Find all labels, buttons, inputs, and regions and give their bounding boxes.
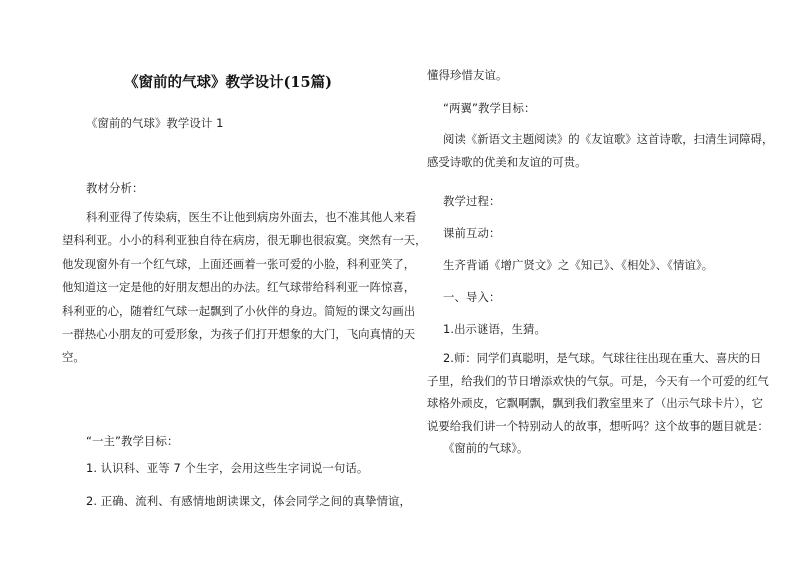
analysis-line: 一群热心小朋友的可爱形象，为孩子们打开想象的大门，飞向真情的天 — [62, 327, 416, 342]
step-2-line: 子里，给我们的节日增添欢快的气氛。可是，今天有一个可爱的红气 — [427, 373, 769, 388]
section-subtitle: 《窗前的气球》教学设计 1 — [86, 116, 224, 130]
recite-line: 生齐背诵《增广贤文》之《知己》、《相处》、《情谊》。 — [443, 258, 714, 272]
step-2-line: 《窗前的气球》。 — [443, 441, 529, 456]
section-intro-heading: 一、导入： — [443, 290, 501, 304]
analysis-line: 望科利亚。小小的科利亚独自待在病房，很无聊也很寂寞。突然有一天， — [62, 233, 427, 248]
reading-line: 感受诗歌的优美和友谊的可贵。 — [427, 155, 587, 170]
continuation-line: 懂得珍惜友谊。 — [427, 68, 508, 82]
analysis-line: 他发现窗外有一个红气球，上面还画着一张可爱的小脸，科利亚笑了， — [62, 256, 416, 271]
step-2-paragraph — [427, 347, 769, 460]
document-title: 《窗前的气球》教学设计(15篇) — [124, 74, 332, 91]
step-2-line: 2.师：同学们真聪明，是气球。气球往往出现在重大、喜庆的日 — [443, 351, 762, 365]
analysis-line: 科利亚得了传染病，医生不让他到病房外面去，也不准其他人来看 — [86, 210, 417, 224]
pre-class-heading: 课前互动： — [443, 226, 501, 240]
step-2-line: 球格外顽皮，它飘啊飘，飘到我们教室里来了（出示气球卡片），它 — [427, 396, 764, 411]
goal-item-1: 1. 认识科、亚等 7 个生字，会用这些生字词说一句话。 — [86, 461, 369, 475]
wings-heading: “两翼”教学目标： — [443, 101, 536, 115]
step-2-line: 说要给我们讲一个特别动人的故事，想听吗？这个故事的题目就是： — [427, 418, 769, 433]
analysis-paragraph — [62, 206, 427, 370]
analysis-line: 他知道这一定是他的好朋友想出的办法。红气球带给科利亚一阵惊喜， — [62, 280, 416, 295]
step-1: 1.出示谜语，生猜。 — [443, 322, 546, 336]
goal-heading: “一主”教学目标： — [86, 434, 179, 448]
process-heading: 教学过程： — [443, 194, 501, 208]
goal-item-2: 2. 正确、流利、有感情地朗读课文，体会同学之间的真挚情谊， — [86, 494, 412, 508]
analysis-heading: 教材分析： — [86, 181, 144, 195]
analysis-line: 空。 — [62, 350, 85, 365]
analysis-line: 科利亚的心，随着红气球一起飘到了小伙伴的身边。简短的课文勾画出 — [62, 303, 416, 318]
reading-paragraph — [427, 128, 774, 175]
reading-line: 阅读《新语文主题阅读》的《友谊歌》这首诗歌，扫清生词障碍， — [443, 132, 774, 146]
